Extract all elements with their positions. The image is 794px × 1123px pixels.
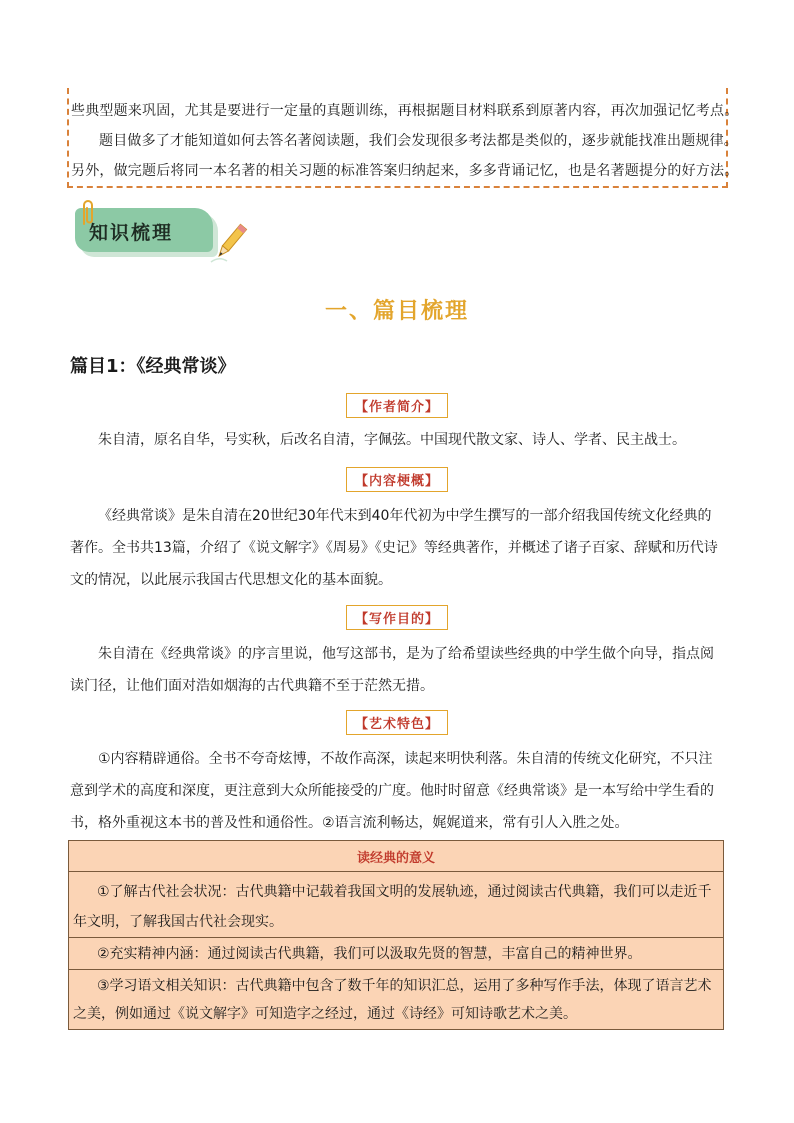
para-line: 文的情况，以此展示我国古代思想文化的基本面貌。 [70,572,392,588]
para-summary [70,500,726,596]
tag-summary [0,467,794,492]
para-line: 读门径，让他们面对浩如烟海的古代典籍不至于茫然无措。 [70,678,434,694]
para-author [70,424,726,456]
significance-line: 年文明，了解我国古代社会现实。 [73,914,283,930]
tip-line-2: 题目做多了才能知道如何去答名著阅读题，我们会发现很多考法都是类似的，逐步就能找准出题规律。 [99,133,738,149]
para-line: 书，格外重视这本书的普及性和通俗性。②语言流利畅达，娓娓道来，常有引人入胜之处。 [70,815,629,831]
tip-line-1: 些典型题来巩固，尤其是要进行一定量的真题训练，再根据题目材料联系到原著内容，再次加强记忆考点。 [71,103,739,119]
para-purpose [70,638,726,702]
divider [69,937,723,938]
tag-purpose [0,605,794,630]
tag-features-label: 【艺术特色】 [346,710,448,735]
significance-line: ①了解古代社会状况：古代典籍中记载着我国文明的发展轨迹，通过阅读古代典籍，我们可以走近千 [97,884,712,900]
tag-author [0,393,794,418]
pencil-icon [207,220,253,266]
tip-box [67,88,739,188]
para-line: 著作。全书共13篇，介绍了《说文解字》《周易》《史记》等经典著作，并概述了诸子百家、辞赋和历代诗 [70,540,718,556]
significance-line: ②充实精神内涵：通过阅读古代典籍，我们可以汲取先贤的智慧，丰富自己的精神世界。 [97,946,642,962]
significance-line: ③学习语文相关知识：古代典籍中包含了数千年的知识汇总，运用了多种写作手法，体现了语言艺术 [97,978,712,994]
tip-line-3: 另外，做完题后将同一本名著的相关习题的标准答案归纳起来，多多背诵记忆，也是名著题提分的好方法。 [71,163,739,179]
tag-author-label: 【作者简介】 [346,393,448,418]
para-features [70,743,726,839]
tag-features [0,710,794,735]
knowledge-banner [67,198,257,268]
tag-summary-label: 【内容梗概】 [346,467,448,492]
section-title: 一、篇目梳理 [324,299,469,324]
chapter-title: 篇目1：《经典常谈》 [70,356,236,377]
para-line: 《经典常谈》是朱自清在20世纪30年代末到40年代初为中学生撰写的一部介绍我国传统文化经典的 [98,508,712,524]
para-line: 朱自清，原名自华，号实秋，后改名自清，字佩弦。中国现代散文家、诗人、学者、民主战士。 [98,432,686,448]
banner-label: 知识梳理 [89,222,174,244]
para-line: 朱自清在《经典常谈》的序言里说，他写这部书，是为了给希望读些经典的中学生做个向导，指点阅 [98,646,714,662]
para-line: ①内容精辟通俗。全书不夸奇炫博，不故作高深，读起来明快利落。朱自清的传统文化研究，不只注 [98,751,713,767]
divider [69,969,723,970]
significance-box [68,840,724,1030]
para-line: 意到学术的高度和深度，更注意到大众所能接受的广度。他时时留意《经典常谈》是一本写给中学生看的 [70,783,714,799]
significance-line: 之美，例如通过《说文解字》可知造字之经过，通过《诗经》可知诗歌艺术之美。 [73,1006,577,1022]
significance-title: 读经典的意义 [356,851,435,866]
tag-purpose-label: 【写作目的】 [346,605,448,630]
divider [69,871,723,872]
